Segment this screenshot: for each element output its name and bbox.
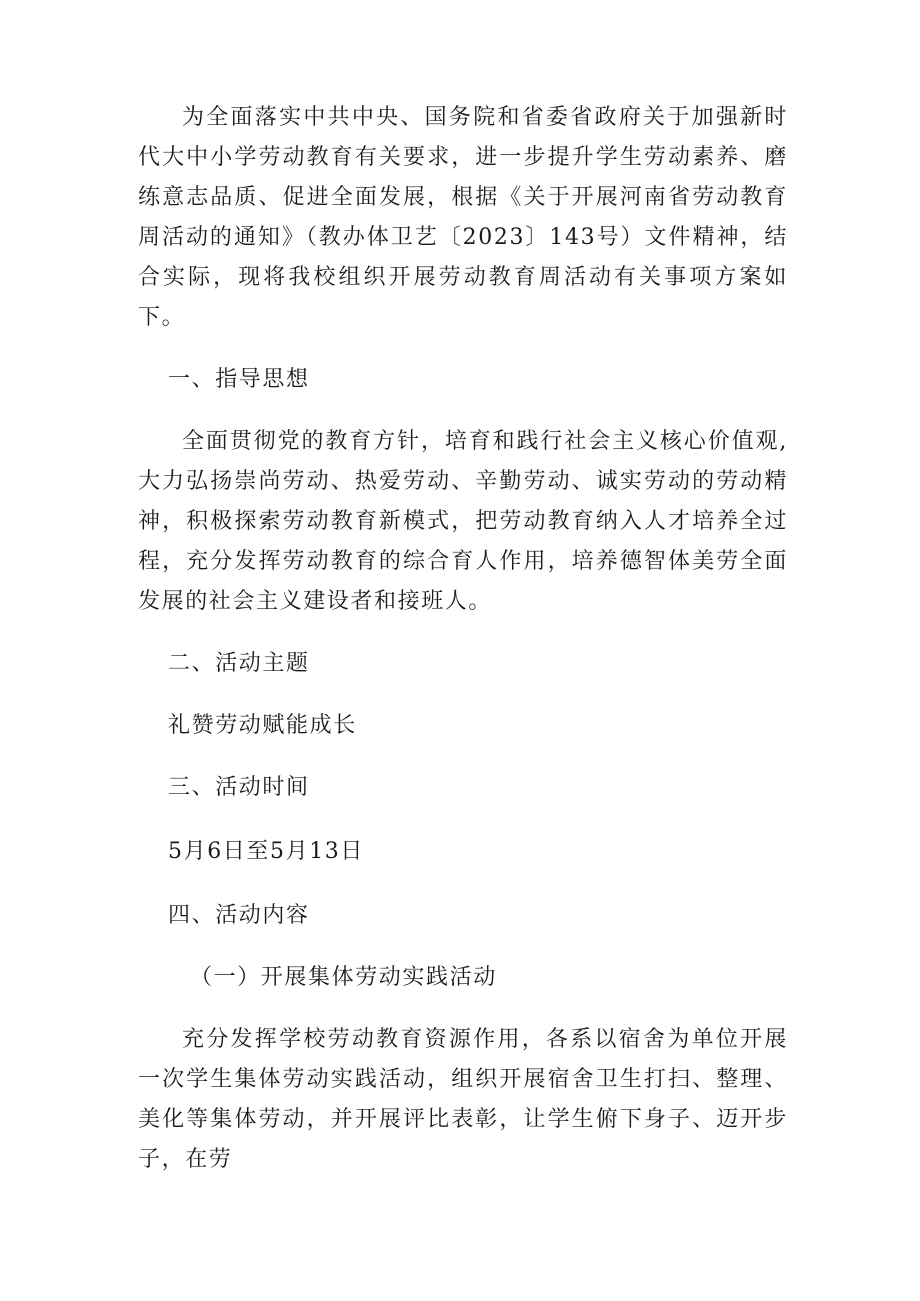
subsection-heading-collective-labor: （一）开展集体劳动实践活动: [190, 965, 497, 990]
section-heading-activity-time: 三、活动时间: [168, 775, 310, 800]
section-heading-activity-theme: 二、活动主题: [168, 651, 310, 676]
activity-theme-text: 礼赞劳动赋能成长: [168, 713, 357, 738]
document-page: [138, 98, 788, 1180]
section-heading-activity-content: 四、活动内容: [168, 903, 310, 928]
section-heading-guiding-ideology: 一、指导思想: [168, 367, 310, 392]
collective-labor-paragraph: 充分发挥学校劳动教育资源作用，各系以宿舍为单位开展一次学生集体劳动实践活动，组织开展宿舍卫生打扫、整理、美化等集体劳动，并开展评比表彰，让学生俯下身子、迈开步子，在劳: [138, 1027, 788, 1172]
intro-paragraph: 为全面落实中共中央、国务院和省委省政府关于加强新时代大中小学劳动教育有关要求，进一步提升学生劳动素养、磨练意志品质、促进全面发展，根据《关于开展河南省劳动教育周活动的通知》（教办体卫艺〔2023〕143号）文件精神，结合实际，现将我校组织开展劳动教育周活动有关事项方案如下。: [138, 105, 788, 330]
activity-time-text: 5月6日至5月13日: [168, 839, 364, 864]
guiding-ideology-paragraph: 全面贯彻党的教育方针，培育和践行社会主义核心价值观,大力弘扬崇尚劳动、热爱劳动、辛勤劳动、诚实劳动的劳动精神，积极探索劳动教育新模式，把劳动教育纳入人才培养全过程，充分发挥劳动教育的综合育人作用，培养德智体美劳全面发展的社会主义建设者和接班人。: [138, 429, 788, 614]
